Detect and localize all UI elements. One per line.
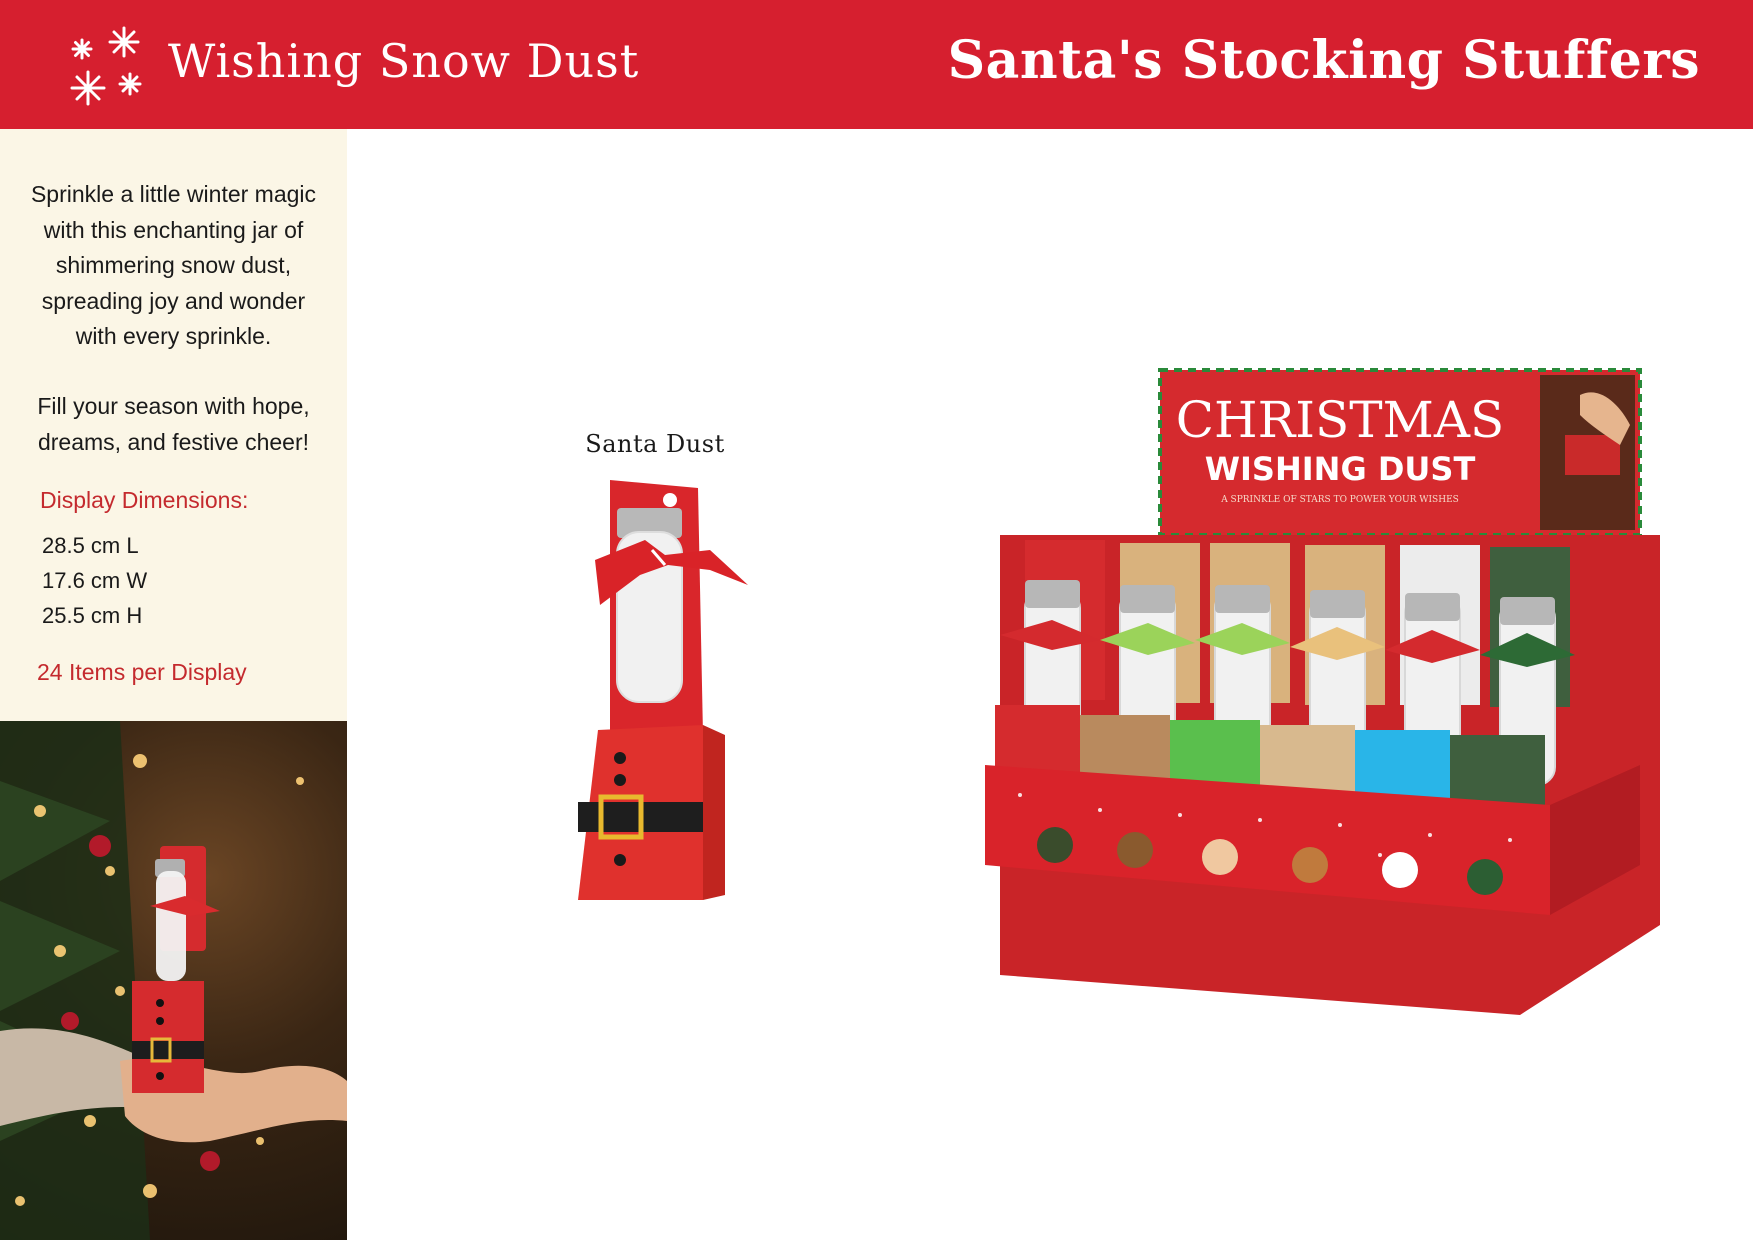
description-paragraph-1 — [10, 177, 337, 355]
items-per-display: 24 Items per Display — [37, 659, 247, 685]
description-line: spreading joy and wonder — [41, 287, 306, 314]
christmas-tree-illustration — [0, 721, 150, 1240]
dimension-height: 25.5 cm H — [42, 603, 143, 628]
description-line: with every sprinkle. — [75, 323, 272, 349]
sidebar-info-panel — [0, 129, 347, 721]
santa-dust-product-image — [570, 480, 760, 920]
display-header-subtitle: WISHING DUST — [1204, 450, 1476, 488]
description-paragraph-2 — [10, 389, 337, 460]
description-line: with this enchanting jar of — [43, 216, 304, 243]
dimension-length: 28.5 cm L — [42, 533, 139, 558]
description-line: Fill your season with hope, — [37, 393, 310, 419]
snowflake-icon — [64, 24, 154, 114]
dimension-width: 17.6 cm W — [42, 568, 148, 593]
description-line: dreams, and festive cheer! — [37, 428, 310, 455]
display-header-tagline: A SPRINKLE OF STARS TO POWER YOUR WISHES — [1221, 495, 1459, 505]
lifestyle-photo — [0, 721, 347, 1240]
header-banner — [0, 0, 1753, 129]
display-header-sign — [1160, 370, 1640, 535]
description-line: shimmering snow dust, — [55, 252, 292, 278]
counter-display-image — [980, 365, 1680, 1025]
product-in-hand — [132, 846, 220, 1093]
display-header-title: CHRISTMAS — [1175, 391, 1505, 449]
page-title: Wishing Snow Dust — [168, 34, 640, 88]
dimensions-heading: Display Dimensions: — [40, 487, 249, 513]
description-line: Sprinkle a little winter magic — [30, 181, 317, 207]
product-name: Santa Dust — [585, 430, 725, 458]
brand-title: Santa's Stocking Stuffers — [947, 30, 1700, 91]
